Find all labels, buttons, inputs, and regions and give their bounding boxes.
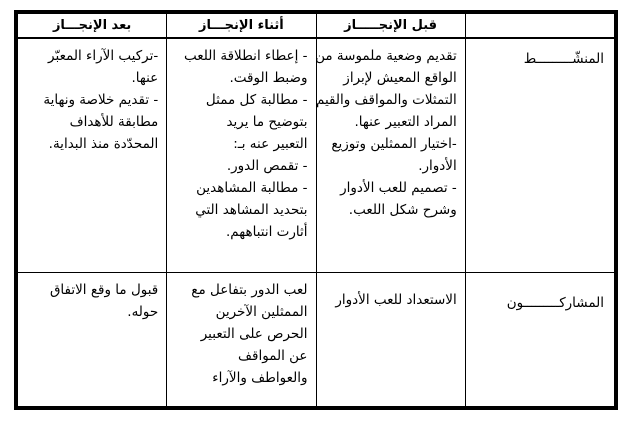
cell-line: بتحديد المشاهد التي xyxy=(195,201,308,218)
cell-after xyxy=(18,272,167,406)
cell-line: - مطالبة المشاهدين xyxy=(196,179,308,196)
row-label: المشاركـــــــــون xyxy=(506,294,604,311)
cell-line: الممثلين الآخرين xyxy=(215,303,308,320)
cell-line: التمثلات والمواقف والقيم xyxy=(315,91,457,108)
cell-line: - تصميم للعب الأدوار xyxy=(340,179,457,196)
role-play-table xyxy=(17,13,615,407)
header-label-cell xyxy=(465,14,614,38)
cell-line: مطابقة للأهداف xyxy=(69,113,159,130)
cell-line: - تقديم خلاصة ونهاية xyxy=(43,91,159,108)
cell-line: المحدّدة منذ البداية. xyxy=(48,135,159,152)
cell-during xyxy=(167,272,316,406)
cell-line: بتوضيح ما يريد xyxy=(226,113,308,130)
cell-before xyxy=(316,38,465,273)
cell-line: الحرص على التعبير xyxy=(200,325,308,342)
cell-line: حوله. xyxy=(127,303,159,320)
cell-text xyxy=(167,273,315,393)
cell-line: - إعطاء انطلاقة اللعب xyxy=(183,47,308,64)
header-before: قبل الإنجـــــاز xyxy=(316,14,465,38)
cell-line: أثارت انتباههم. xyxy=(225,223,308,240)
row-label-cell xyxy=(465,272,614,406)
cell-line: - مطالبة كل ممثل xyxy=(205,91,308,108)
table-header-row xyxy=(18,14,615,38)
row-label-cell xyxy=(465,38,614,273)
cell-line: الأدوار. xyxy=(418,157,457,174)
cell-during xyxy=(167,38,316,273)
cell-line: - تقمص الدور. xyxy=(226,157,308,174)
cell-line: عن المواقف xyxy=(238,347,308,364)
cell-line: وشرح شكل اللعب. xyxy=(348,201,457,218)
header-during: أثناء الإنجـــاز xyxy=(167,14,316,38)
table-row xyxy=(18,272,615,406)
cell-line: عنها. xyxy=(131,69,159,86)
cell-text xyxy=(167,39,315,247)
cell-after xyxy=(18,38,167,273)
cell-line: وضبط الوقت. xyxy=(229,69,308,86)
cell-line: -تركيب الآراء المعبّر xyxy=(48,47,159,64)
cell-text xyxy=(317,273,465,315)
cell-line: التعبير عنه بـ: xyxy=(233,135,308,152)
cell-line: الاستعداد للعب الأدوار xyxy=(335,291,457,308)
cell-before xyxy=(316,272,465,406)
row-label: المنشّـــــــــط xyxy=(523,50,604,67)
cell-line: -اختيار الممثلين وتوزيع xyxy=(331,135,457,152)
cell-line: قبول ما وقع الاتفاق xyxy=(49,281,159,298)
cell-line: تقديم وضعية ملموسة من xyxy=(315,47,457,64)
cell-line: والعواطف والآراء xyxy=(212,369,308,386)
cell-text xyxy=(18,273,166,327)
cell-line: المراد التعبير عنها. xyxy=(354,113,457,130)
cell-line: الواقع المعيش لإبراز xyxy=(343,69,457,86)
cell-text xyxy=(317,39,465,225)
header-after: بعد الإنجـــاز xyxy=(18,14,167,38)
cell-text xyxy=(18,39,166,159)
cell-line: لعب الدور بتفاعل مع xyxy=(191,281,308,298)
table-row xyxy=(18,38,615,273)
